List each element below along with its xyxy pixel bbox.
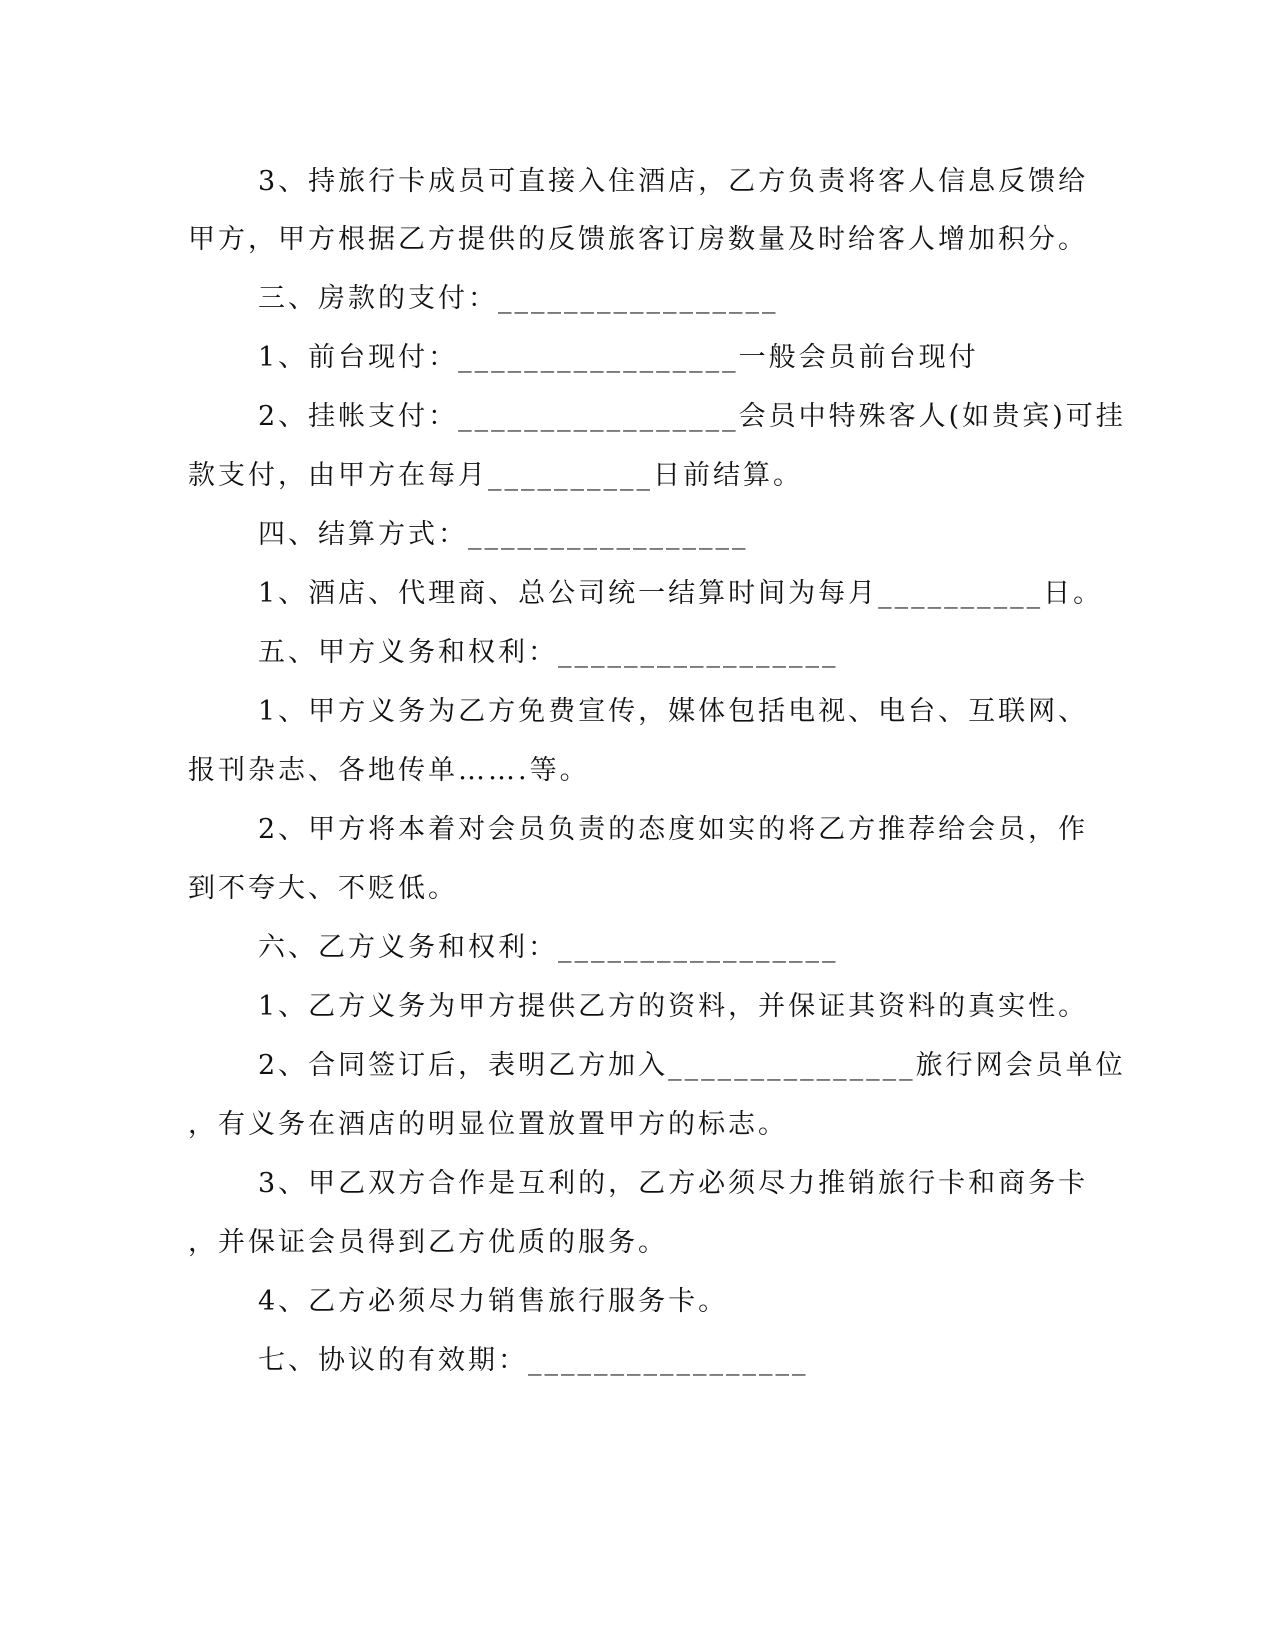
- section-5-heading: 五、甲方义务和权利：_________________: [258, 637, 839, 668]
- section-5-item-2-line-2: 到不夸大、不贬低。: [188, 873, 458, 904]
- section-5-item-2-line-1: 2、甲方将本着对会员负责的态度如实的将乙方推荐给会员，作: [258, 814, 1089, 845]
- section-6-heading: 六、乙方义务和权利：_________________: [258, 932, 839, 963]
- section-6-item-3-line-1: 3、甲乙双方合作是互利的，乙方必须尽力推销旅行卡和商务卡: [258, 1168, 1089, 1199]
- section-3-heading: 三、房款的支付：_________________: [258, 283, 779, 314]
- paragraph-3-line-2: 甲方，甲方根据乙方提供的反馈旅客订房数量及时给客人增加积分。: [188, 224, 1088, 255]
- section-6-item-1: 1、乙方义务为甲方提供乙方的资料，并保证其资料的真实性。: [258, 991, 1089, 1022]
- section-4-heading: 四、结算方式：_________________: [258, 519, 749, 550]
- section-6-item-4: 4、乙方必须尽力销售旅行服务卡。: [258, 1286, 729, 1317]
- section-6-item-3-line-2: ，并保证会员得到乙方优质的服务。: [188, 1227, 668, 1258]
- section-5-item-1-line-1: 1、甲方义务为乙方免费宣传，媒体包括电视、电台、互联网、: [258, 696, 1089, 727]
- section-3-item-1: 1、前台现付：_________________一般会员前台现付: [258, 342, 979, 373]
- section-3-item-2-line-2: 款支付，由甲方在每月__________日前结算。: [188, 460, 803, 491]
- section-4-item-1: 1、酒店、代理商、总公司统一结算时间为每月__________日。: [258, 578, 1104, 609]
- section-6-item-2-line-2: ，有义务在酒店的明显位置放置甲方的标志。: [188, 1109, 788, 1140]
- section-6-item-2-line-1: 2、合同签订后，表明乙方加入_______________旅行网会员单位: [258, 1050, 1126, 1081]
- paragraph-3-line-1: 3、持旅行卡成员可直接入住酒店，乙方负责将客人信息反馈给: [258, 166, 1089, 197]
- section-7-heading: 七、协议的有效期：_________________: [258, 1345, 809, 1376]
- section-5-item-1-line-2: 报刊杂志、各地传单…….等。: [188, 755, 590, 786]
- section-3-item-2-line-1: 2、挂帐支付：_________________会员中特殊客人(如贵宾)可挂: [258, 401, 1126, 432]
